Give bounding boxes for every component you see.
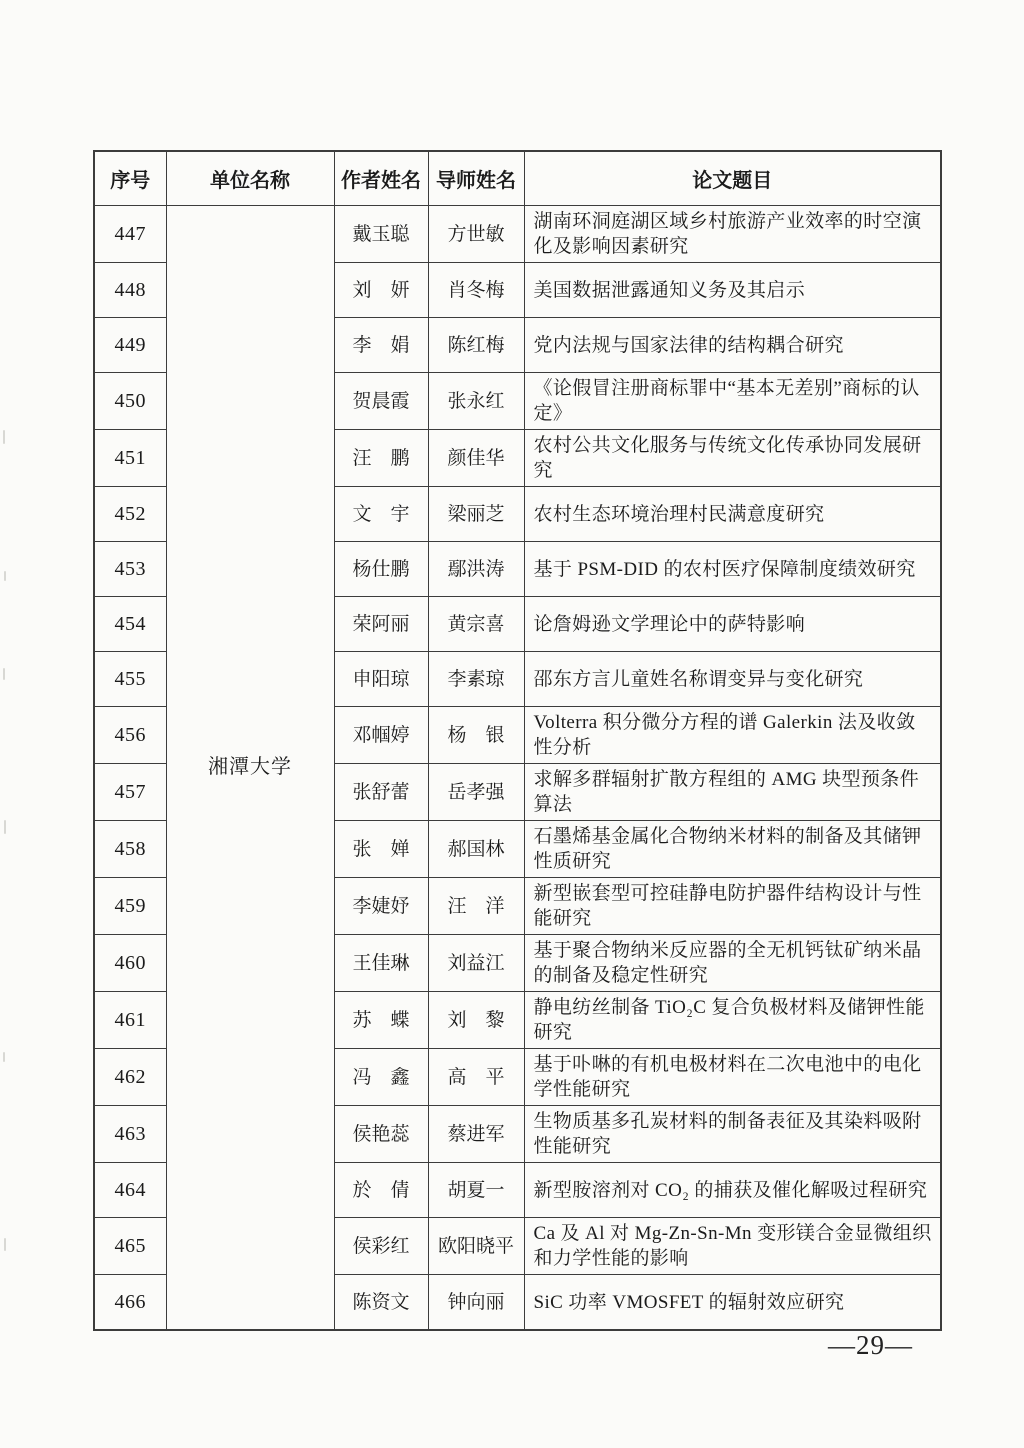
advisor-cell: 郝国林 <box>428 821 524 878</box>
title-cell: 新型胺溶剂对 CO₂ 的捕获及催化解吸过程研究 <box>524 1163 941 1218</box>
title-cell: 湖南环洞庭湖区域乡村旅游产业效率的时空演化及影响因素研究 <box>524 206 941 263</box>
title-cell: 求解多群辐射扩散方程组的 AMG 块型预条件算法 <box>524 764 941 821</box>
advisor-cell: 陈红梅 <box>428 318 524 373</box>
author-cell: 汪 鹏 <box>334 430 428 487</box>
author-cell: 张 婵 <box>334 821 428 878</box>
serial-cell: 450 <box>94 373 166 430</box>
advisor-cell: 高 平 <box>428 1049 524 1106</box>
title-cell: 石墨烯基金属化合物纳米材料的制备及其储钾性质研究 <box>524 821 941 878</box>
page-number: —29— <box>828 1330 913 1360</box>
scan-artifact <box>3 668 5 680</box>
header-author: 作者姓名 <box>334 151 428 206</box>
serial-cell: 466 <box>94 1275 166 1331</box>
advisor-cell: 汪 洋 <box>428 878 524 935</box>
header-advisor: 导师姓名 <box>428 151 524 206</box>
serial-cell: 455 <box>94 652 166 707</box>
author-cell: 贺晨霞 <box>334 373 428 430</box>
title-cell: 新型嵌套型可控硅静电防护器件结构设计与性能研究 <box>524 878 941 935</box>
serial-cell: 452 <box>94 487 166 542</box>
title-cell: 《论假冒注册商标罪中“基本无差别”商标的认定》 <box>524 373 941 430</box>
author-cell: 刘 妍 <box>334 263 428 318</box>
title-cell: 党内法规与国家法律的结构耦合研究 <box>524 318 941 373</box>
serial-cell: 461 <box>94 992 166 1049</box>
scan-artifact <box>3 1052 5 1062</box>
advisor-cell: 胡夏一 <box>428 1163 524 1218</box>
title-cell: 生物质基多孔炭材料的制备表征及其染料吸附性能研究 <box>524 1106 941 1163</box>
serial-cell: 463 <box>94 1106 166 1163</box>
advisor-cell: 李素琼 <box>428 652 524 707</box>
serial-cell: 453 <box>94 542 166 597</box>
serial-cell: 464 <box>94 1163 166 1218</box>
author-cell: 杨仕鹏 <box>334 542 428 597</box>
header-serial: 序号 <box>94 151 166 206</box>
table-row <box>94 206 941 263</box>
advisor-cell: 方世敏 <box>428 206 524 263</box>
scan-artifact <box>3 430 5 444</box>
table-header-row <box>94 151 941 206</box>
author-cell: 冯 鑫 <box>334 1049 428 1106</box>
advisor-cell: 岳孝强 <box>428 764 524 821</box>
title-cell: 农村公共文化服务与传统文化传承协同发展研究 <box>524 430 941 487</box>
author-cell: 陈资文 <box>334 1275 428 1331</box>
title-cell: 美国数据泄露通知义务及其启示 <box>524 263 941 318</box>
advisor-cell: 钟向丽 <box>428 1275 524 1331</box>
author-cell: 侯彩红 <box>334 1218 428 1275</box>
advisor-cell: 蔡进军 <box>428 1106 524 1163</box>
author-cell: 张舒蕾 <box>334 764 428 821</box>
author-cell: 申阳琼 <box>334 652 428 707</box>
serial-cell: 448 <box>94 263 166 318</box>
advisor-cell: 杨 银 <box>428 707 524 764</box>
advisor-cell: 梁丽芝 <box>428 487 524 542</box>
author-cell: 邓帼婷 <box>334 707 428 764</box>
serial-cell: 456 <box>94 707 166 764</box>
author-cell: 王佳琳 <box>334 935 428 992</box>
serial-cell: 454 <box>94 597 166 652</box>
serial-cell: 449 <box>94 318 166 373</box>
serial-cell: 460 <box>94 935 166 992</box>
serial-cell: 462 <box>94 1049 166 1106</box>
title-cell: 邵东方言儿童姓名称谓变异与变化研究 <box>524 652 941 707</box>
serial-cell: 447 <box>94 206 166 263</box>
unit-name-cell: 湘潭大学 <box>166 206 334 1331</box>
advisor-cell: 鄢洪涛 <box>428 542 524 597</box>
title-cell: 基于卟啉的有机电极材料在二次电池中的电化学性能研究 <box>524 1049 941 1106</box>
advisor-cell: 刘益江 <box>428 935 524 992</box>
advisor-cell: 欧阳晓平 <box>428 1218 524 1275</box>
author-cell: 苏 蝶 <box>334 992 428 1049</box>
author-cell: 李婕妤 <box>334 878 428 935</box>
scan-artifact <box>4 1238 6 1251</box>
title-cell: 基于 PSM-DID 的农村医疗保障制度绩效研究 <box>524 542 941 597</box>
scan-artifact <box>4 820 6 834</box>
advisor-cell: 张永红 <box>428 373 524 430</box>
thesis-table <box>93 150 942 1331</box>
title-cell: 论詹姆逊文学理论中的萨特影响 <box>524 597 941 652</box>
advisor-cell: 黄宗喜 <box>428 597 524 652</box>
header-unit: 单位名称 <box>166 151 334 206</box>
serial-cell: 465 <box>94 1218 166 1275</box>
serial-cell: 451 <box>94 430 166 487</box>
author-cell: 侯艳蕊 <box>334 1106 428 1163</box>
advisor-cell: 刘 黎 <box>428 992 524 1049</box>
serial-cell: 458 <box>94 821 166 878</box>
advisor-cell: 颜佳华 <box>428 430 524 487</box>
title-cell: Ca 及 Al 对 Mg-Zn-Sn-Mn 变形镁合金显微组织和力学性能的影响 <box>524 1218 941 1275</box>
title-cell: SiC 功率 VMOSFET 的辐射效应研究 <box>524 1275 941 1331</box>
author-cell: 於 倩 <box>334 1163 428 1218</box>
author-cell: 荣阿丽 <box>334 597 428 652</box>
scan-artifact <box>4 571 6 581</box>
advisor-cell: 肖冬梅 <box>428 263 524 318</box>
title-cell: 基于聚合物纳米反应器的全无机钙钛矿纳米晶的制备及稳定性研究 <box>524 935 941 992</box>
title-cell: Volterra 积分微分方程的谱 Galerkin 法及收敛性分析 <box>524 707 941 764</box>
title-cell: 农村生态环境治理村民满意度研究 <box>524 487 941 542</box>
serial-cell: 459 <box>94 878 166 935</box>
author-cell: 李 娟 <box>334 318 428 373</box>
author-cell: 文 宇 <box>334 487 428 542</box>
header-title: 论文题目 <box>524 151 941 206</box>
author-cell: 戴玉聪 <box>334 206 428 263</box>
serial-cell: 457 <box>94 764 166 821</box>
title-cell: 静电纺丝制备 TiO₂C 复合负极材料及储钾性能研究 <box>524 992 941 1049</box>
